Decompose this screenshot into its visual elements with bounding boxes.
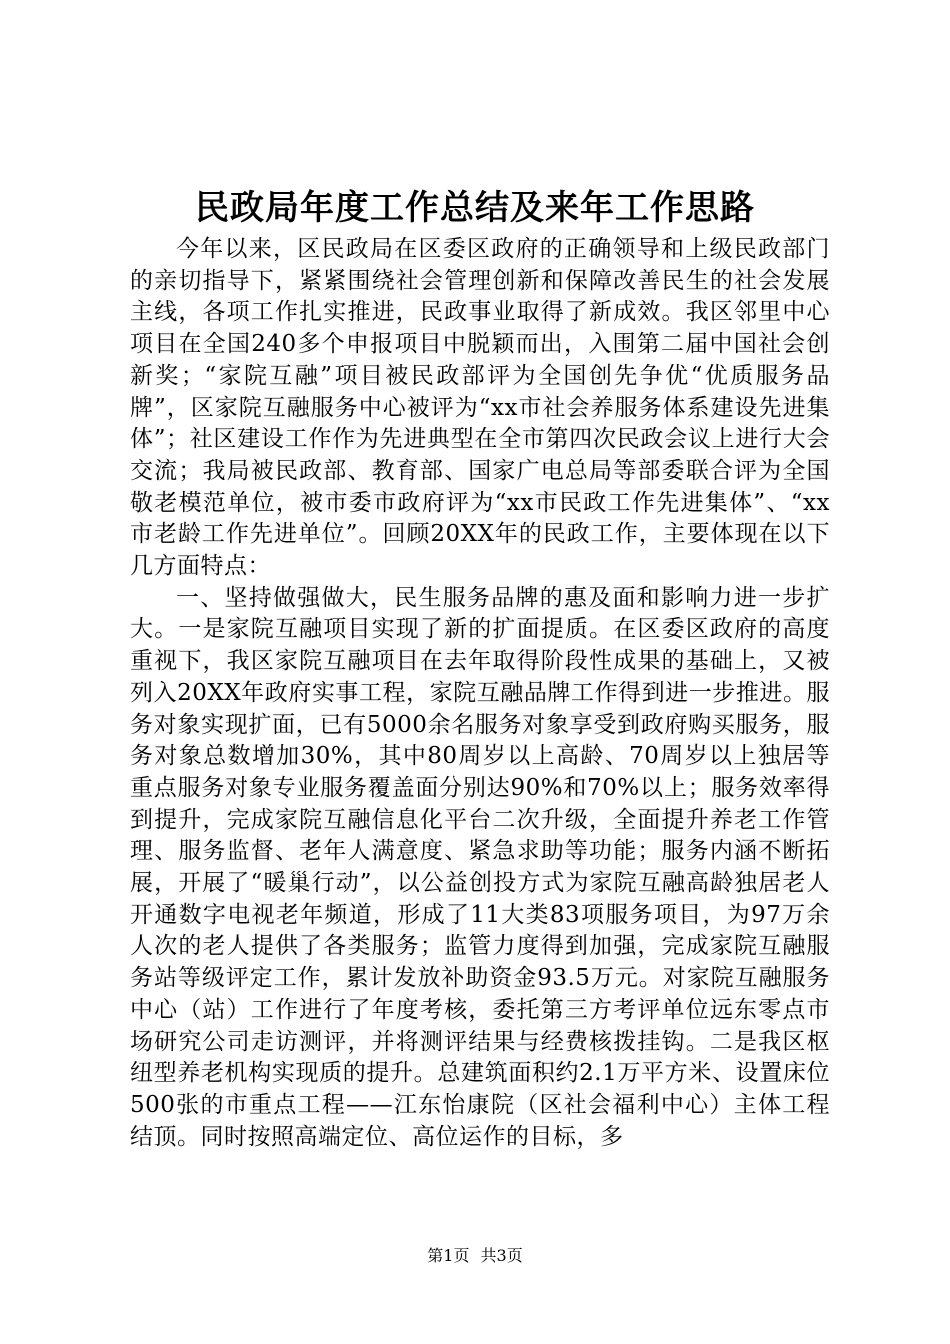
page-total: 共3页 xyxy=(480,1246,523,1265)
paragraph-intro: 今年以来，区民政局在区委区政府的正确领导和上级民政部门的亲切指导下，紧紧围绕社会管理创新和保障改善民生的社会发展主线，各项工作扎实推进，民政事业取得了新成效。我区邻里中心项目在全国240多个申报项目中脱颖而出，入围第二届中国社会创新奖；“家院互融”项目被民政部评为全国创先争优“优质服务品牌”，区家院互融服务中心被评为“xx市社会养服务体系建设先进集体”；社区建设工作作为先进典型在全市第四次民政会议上进行大会交流；我局被民政部、教育部、国家广电总局等部委联合评为全国敬老模范单位，被市委市政府评为“xx市民政工作先进集体”、“xx市老龄工作先进单位”。回顾20XX年的民政工作，主要体现在以下几方面特点： xyxy=(130,236,830,580)
document-body xyxy=(130,234,830,1153)
page-footer xyxy=(0,1245,950,1267)
document-title: 民政局年度工作总结及来年工作思路 xyxy=(195,188,755,228)
paragraph-section-one: 一、坚持做强做大，民生服务品牌的惠及面和影响力进一步扩大。一是家院互融项目实现了新的扩面提质。在区委区政府的高度重视下，我区家院互融项目在去年取得阶段性成果的基础上，又被列入20XX年政府实事工程，家院互融品牌工作得到进一步推进。服务对象实现扩面，已有5000余名服务对象享受到政府购买服务，服务对象总数增加30%，其中80周岁以上高龄、70周岁以上独居等重点服务对象专业服务覆盖面分别达90%和70%以上；服务效率得到提升，完成家院互融信息化平台二次升级，全面提升养老工作管理、服务监督、老年人满意度、紧急求助等功能；服务内涵不断拓展，开展了“暖巢行动”，以公益创投方式为家院互融高龄独居老人开通数字电视老年频道，形成了11大类83项服务项目，为97万余人次的老人提供了各类服务；监管力度得到加强，完成家院互融服务站等级评定工作，累计发放补助资金93.5万元。对家院互融服务中心（站）工作进行了年度考核，委托第三方考评单位远东零点市场研究公司走访测评，并将测评结果与经费核拨挂钩。二是我区枢纽型养老机构实现质的提升。总建筑面积约2.1万平方米、设置床位500张的市重点工程——江东怡康院（区社会福利中心）主体工程结顶。同时按照高端定位、高位运作的目标，多 xyxy=(130,584,830,1150)
page-number: 第1页 xyxy=(427,1246,470,1265)
